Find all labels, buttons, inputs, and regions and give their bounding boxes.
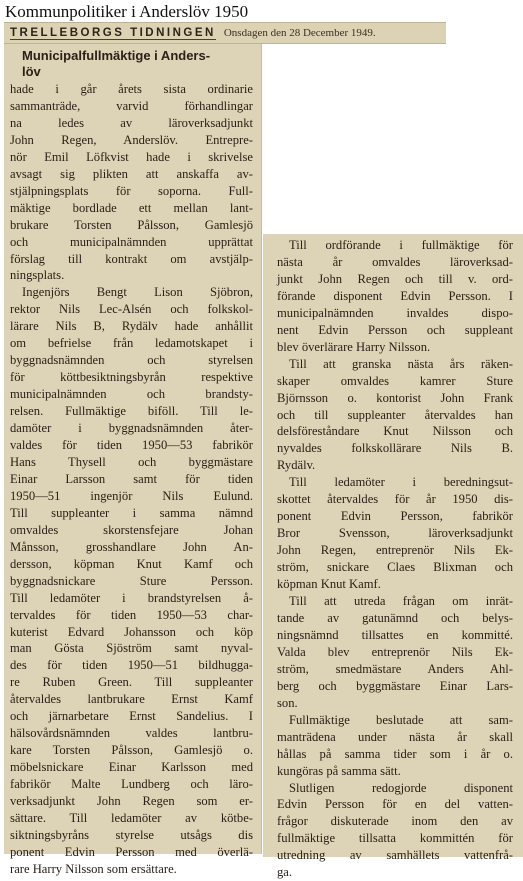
article-line: rektor Nils Lec-Alsén och folkskol- [10,302,253,317]
article-line: Slutligen redogjorde disponent [289,780,513,795]
article-line: om befrielse från ledamotskapet i [10,336,253,351]
article-line: Ingenjörs Bengt Lison Sjöbron, [22,285,253,300]
article-line: ponent Edvin Persson med överlä- [10,844,253,859]
article-line: man Gösta Sjöström samt nyval- [10,641,253,656]
article-line: manträdena under nästa år skall [277,729,513,744]
article-line: nästa år omvaldes läroverksad- [277,254,513,269]
article-line: municipalnämnden och brandsty- [10,387,253,402]
article-line: berg och byggmästare Einar Lars- [277,678,513,693]
article-line: Till suppleanter i samma nämnd [10,505,253,520]
article-line: hade i går årets sista ordinarie [10,82,253,96]
article-line: blev överlärare Harry Nilsson. [277,339,431,354]
article-line: skottet återvaldes för år 1950 dis- [277,492,513,507]
article-body-left [10,81,253,878]
newspaper-name: TRELLEBORGS TIDNINGEN [10,26,216,39]
article-line: John Regen, entreprenör Nils Ek- [277,543,513,558]
article-line: förslag till kontrakt om avstjälp- [10,251,253,266]
article-line: tervaldes för tiden 1950—53 char- [10,607,253,622]
article-line: Till ordförande i fullmäktige för [289,238,513,252]
article-line: avsagt sig plikten att anskaffa av- [10,166,253,181]
article-line: Till ledamöter i brandstyrelsen å- [10,590,253,605]
article-line: John Regen, Anderslöv. Entrepre- [10,132,253,147]
article-line: Till ledamöter i beredningsut- [289,475,513,490]
article-line: kungöras på samma sätt. [277,763,401,778]
article-line: sättare. Till ledamöter av kötbe- [10,810,253,825]
article-line: återvaldes lantbrukare Ernst Kamf [10,692,253,707]
article-headline [10,48,253,80]
article-line: dersson, köpman Knut Kamf och [10,556,253,571]
article-line: nent Edvin Persson och suppleant [277,322,513,337]
article-line: nör Emil Löfkvist hade i skrivelse [10,149,253,164]
article-line: Månsson, grosshandlare John An- [10,539,253,554]
article-line: förande disponent Edvin Persson. I [277,288,513,303]
article-line: relsen. Fullmäktige biföll. Till le- [10,404,253,419]
article-line: junkt John Regen och till v. ord- [277,271,513,286]
article-line: byggnadsnickare Sture Persson. [10,573,253,588]
article-line: och till suppleanter återvaldes han [277,407,513,422]
article-column-right [263,234,523,880]
article-line: verksadjunkt John Regen som er- [10,794,253,809]
article-line: Björnsson o. kontorist John Frank [277,390,513,405]
newspaper-masthead [4,22,446,44]
headline-line: Municipalfullmäktige i Anders- [22,48,211,63]
article-line: Bror Svensson, läroverksadjunkt [277,526,513,541]
article-line: re Ruben Green. Till suppleanter [10,675,253,690]
article-line: utredning av samhällets vattenfrå- [277,848,513,863]
article-line: Fullmäktige beslutade att sam- [289,712,513,727]
article-line: ström, smedmästare Anders Ahl- [277,661,513,676]
article-line: ningsnämnd tillsattes en kommitté. [277,627,513,642]
article-line: fullmäktige tillsatta kommittén för [277,831,513,846]
article-line: son. [277,695,298,710]
article-line: ga. [277,865,293,880]
article-line: des för tiden 1950—51 bildhugga- [10,658,253,673]
article-line: valdes för tiden 1950—53 fabrikör [10,438,253,453]
article-line: byggnadsnämnden och styrelsen [10,353,253,368]
article-line: delsföreståndare Knut Nilsson och [277,424,513,439]
page-title: Kommunpolitiker i Anderslöv 1950 [5,2,249,21]
article-line: nyvaldes folkskollärare Nils B. [277,441,513,456]
headline-line: löv [22,64,41,79]
article-line: ningsplats. [10,268,65,283]
article-line: omvaldes skorstensfejare Johan [10,522,253,537]
article-line: kare Torsten Pålsson, Gamlesjö o. [10,743,253,758]
article-body-right [277,237,513,881]
article-line: Rydälv. [277,458,316,473]
article-line: Till att granska nästa års räken- [289,356,513,371]
article-line: brukare Torsten Pålsson, Gamlesjö [10,217,253,232]
article-line: ponent Edvin Persson, fabrikör [277,509,513,524]
article-line: siktningsbyråns styrelse utsågs dis [10,827,253,842]
article-line: damöter i byggnadsnämnden åter- [10,421,253,436]
article-line: Hans Thysell och byggmästare [10,454,253,469]
article-line: Edvin Persson för en del vatten- [277,797,513,812]
article-line: tande av gatunämnd och belys- [277,610,513,625]
article-line: möbelsnickare Einar Karlsson med [10,760,253,775]
article-line: Till att utreda frågan om inrät- [289,594,513,609]
article-line: sammanträde, varvid förhandlingar [10,98,253,113]
article-line: kuterist Edvard Johansson och köp [10,624,253,639]
article-line: municipalnämnden invaldes dispo- [277,305,513,320]
article-line: Einar Larsson samt för tiden [10,471,253,486]
article-line: 1950—51 ingenjör Nils Eulund. [10,488,253,503]
article-line: skaper omvaldes kamrer Sture [277,373,513,388]
article-line: frågor diskuterade inom den av [277,814,513,829]
article-line: hållas på samma tider som i år o. [277,746,513,761]
article-line: fabrikör Malte Lundberg och läro- [10,777,253,792]
article-line: rare Harry Nilsson som ersättare. [10,861,177,876]
publication-date: Onsdagen den 28 December 1949. [223,27,376,39]
article-line: Valda blev entreprenör Nils Ek- [277,644,513,659]
article-line: för köttbesiktningsbyrån respektive [10,370,253,385]
article-line: na ledes av läroverksadjunkt [10,115,253,130]
article-line: stjälpningsplats för soporna. Full- [10,183,253,198]
article-line: lärare Nils B, Rydälv hade anhållit [10,319,253,334]
article-line: mäktige bordlade ett mellan lant- [10,200,253,215]
article-line: hälsovårdsnämnden valdes lantbru- [10,726,253,741]
article-line: och municipalnämnden upprättat [10,234,253,249]
article-line: köpman Knut Kamf. [277,577,381,592]
article-line: ström, snickare Claes Blixman och [277,560,513,575]
article-column-left [4,44,262,876]
article-line: och järnarbetare Ernst Sandelius. I [10,709,253,724]
